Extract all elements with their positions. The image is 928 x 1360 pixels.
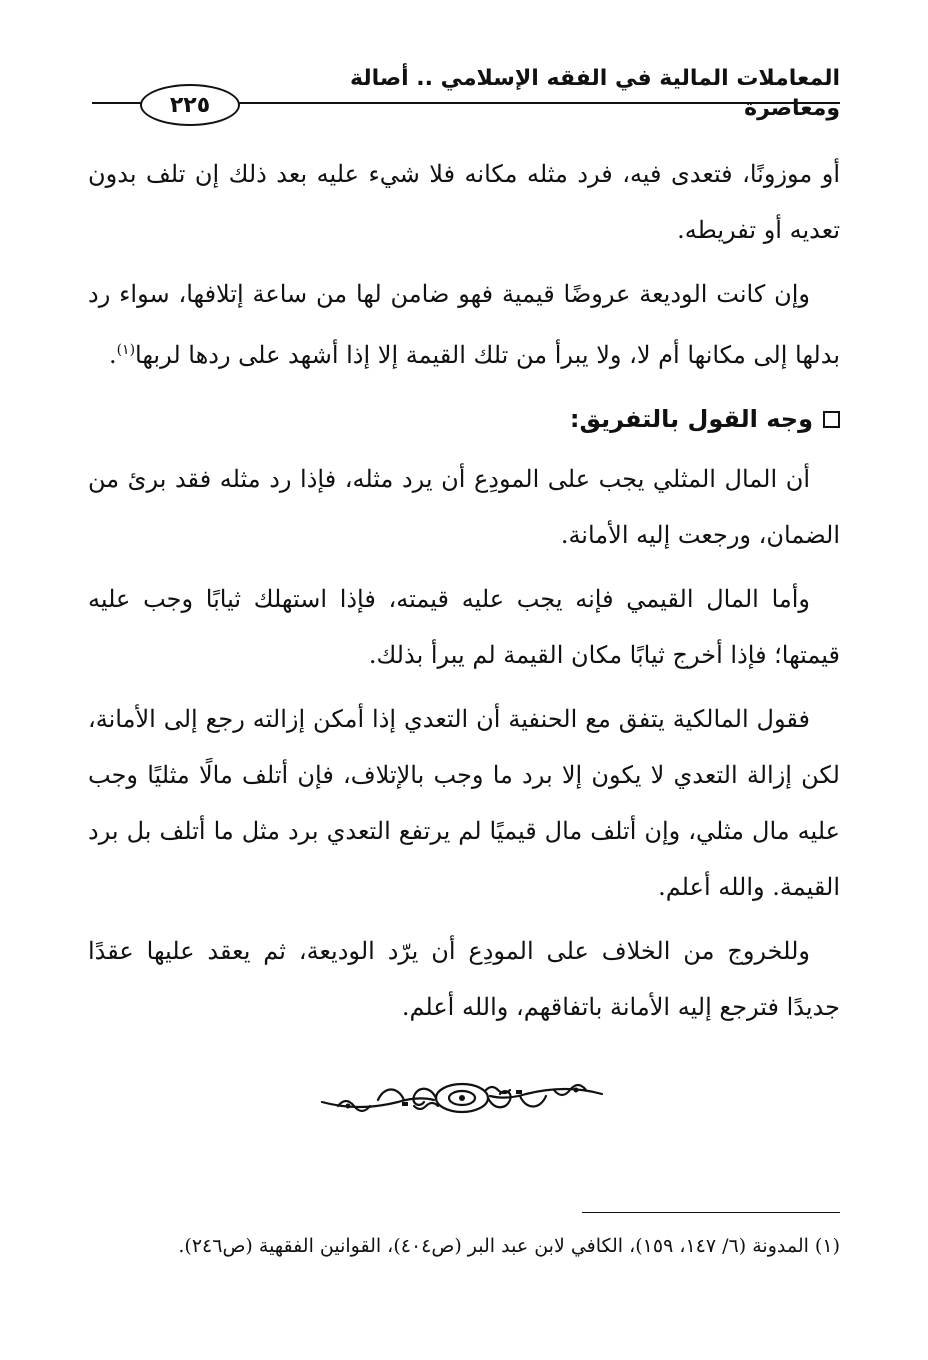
footnote-separator xyxy=(582,1212,840,1213)
footnote-reference[interactable]: (١) xyxy=(116,342,136,358)
section-paragraph-3: فقول المالكية يتفق مع الحنفية أن التعدي إذا أمكن إزالته رجع إلى الأمانة، لكن إزالة التعدي لا يكون إلا برد ما وجب بالإتلاف، فإن أتلف مالًا مثليًا وجب عليه مال مثلي، وإن أتلف مال قيميًا لم يرتفع التعدي برد مثل ما أتلف بل برد القيمة. والله أعلم. xyxy=(88,705,840,901)
section-heading-text: وجه القول بالتفريق: xyxy=(569,405,813,433)
section-heading xyxy=(88,391,840,447)
paragraph-2-text: وإن كانت الوديعة عروضًا قيمية فهو ضامن لها من ساعة إتلافها، سواء رد بدلها إلى مكانها أم لا، ولا يبرأ من تلك القيمة إلا إذا أشهد على ردها لربها xyxy=(88,280,840,369)
page-number: ٢٢٥ xyxy=(169,92,211,118)
section-paragraph-1: أن المال المثلي يجب على المودِع أن يرد مثله، فإذا رد مثله فقد برئ من الضمان، ورجعت إليه الأمانة. xyxy=(88,465,840,549)
section-paragraph-2: وأما المال القيمي فإنه يجب عليه قيمته، فإذا استهلك ثيابًا وجب عليه قيمتها؛ فإذا أخرج ثيابًا مكان القيمة لم يبرأ بذلك. xyxy=(88,585,840,669)
page-number-oval xyxy=(140,84,240,126)
body-text xyxy=(88,146,840,1043)
paragraph-1: أو موزونًا، فتعدى فيه، فرد مثله مكانه فلا شيء عليه بعد ذلك إن تلف بدون تعديه أو تفريطه. xyxy=(88,160,840,244)
footnote: (١) المدونة (٦/ ١٤٧، ١٥٩)، الكافي لابن عبد البر (ص٤٠٤)، القوانين الفقهية (ص٢٤٦). xyxy=(178,1235,840,1257)
decorative-ornament-icon xyxy=(318,1072,606,1124)
paragraph-2 xyxy=(88,266,840,383)
running-header-title: المعاملات المالية في الفقه الإسلامي .. أصالة ومعاصرة xyxy=(349,66,840,121)
section-paragraph-4: وللخروج من الخلاف على المودِع أن يرّد الوديعة، ثم يعقد عليها عقدًا جديدًا فترجع إليه الأمانة باتفاقهم، والله أعلم. xyxy=(88,937,840,1021)
checkbox-bullet-icon xyxy=(823,411,840,428)
paragraph-2-end: . xyxy=(108,341,117,369)
